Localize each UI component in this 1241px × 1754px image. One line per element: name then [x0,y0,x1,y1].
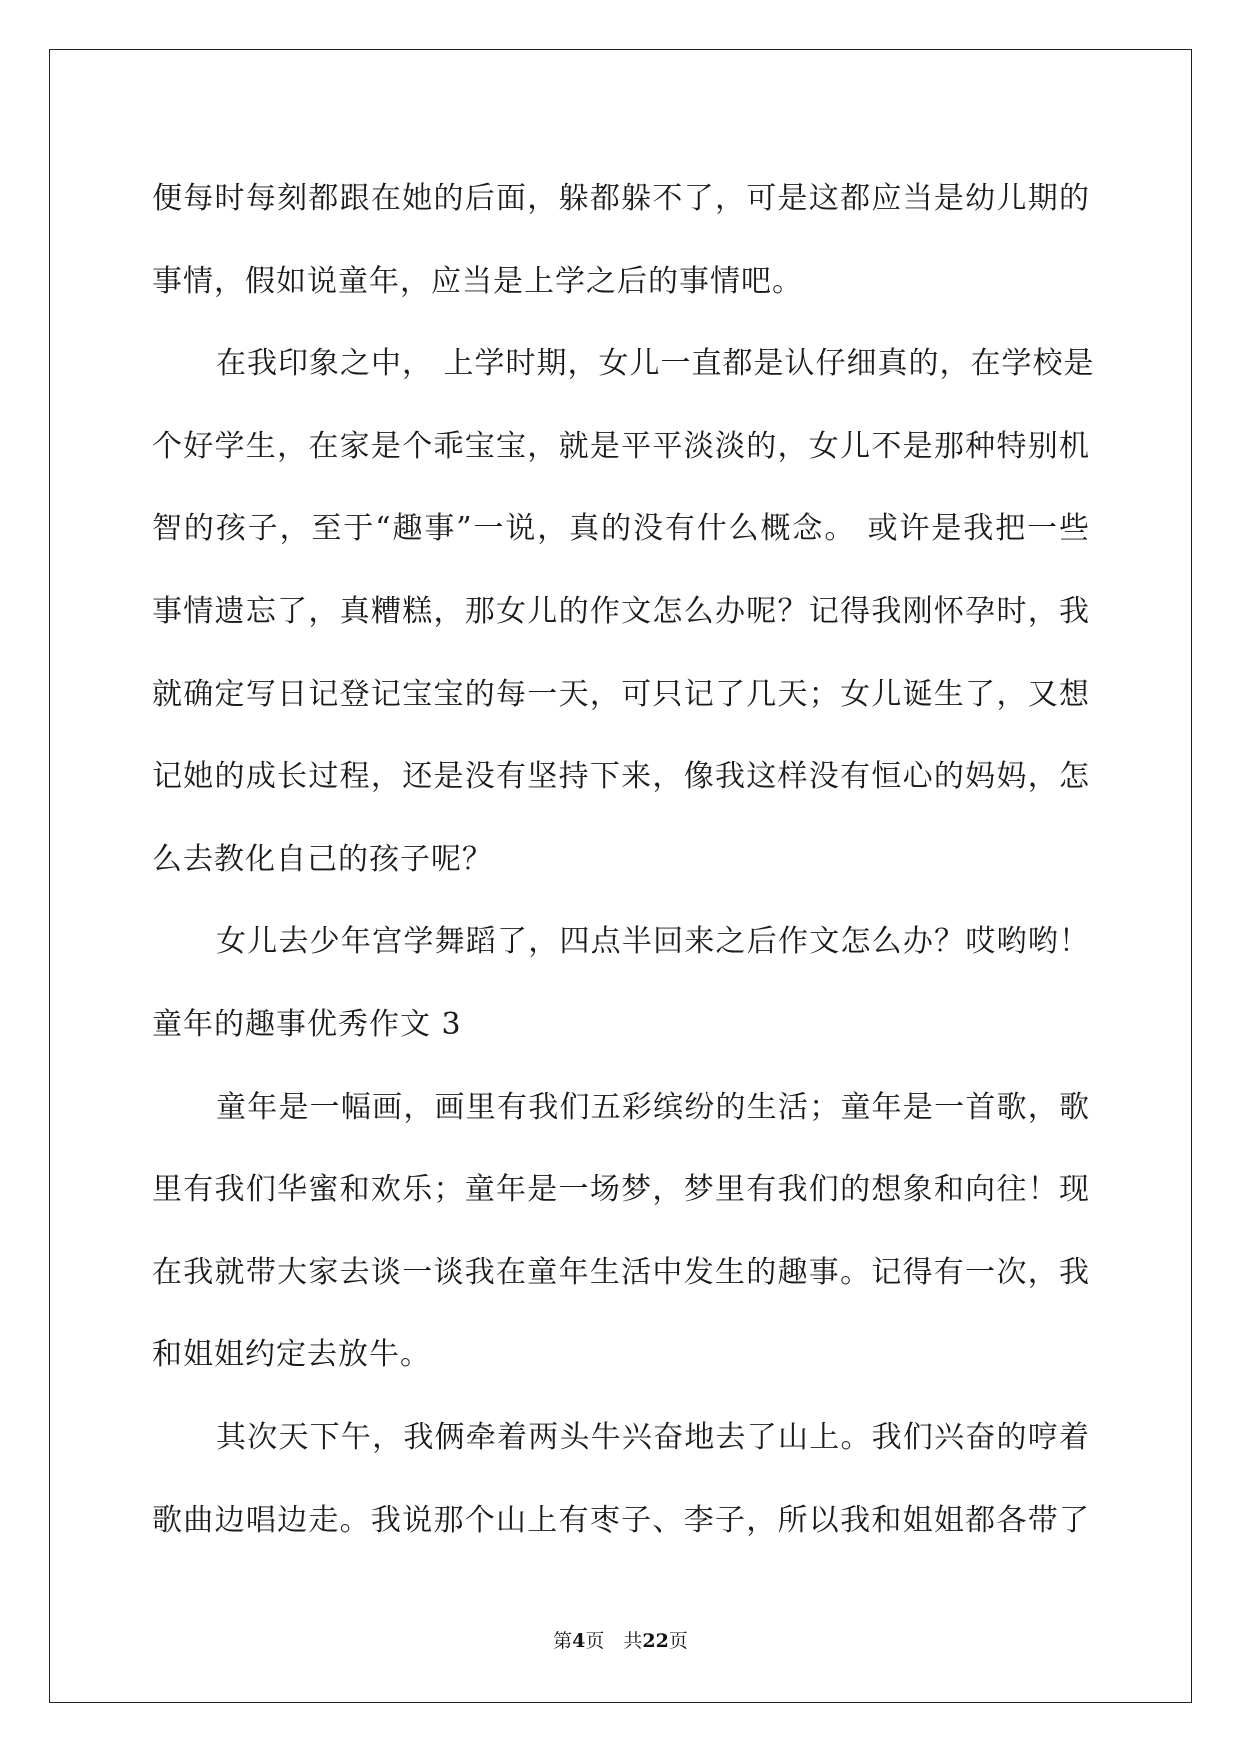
text-line: 女儿去少年宫学舞蹈了，四点半回来之后作文怎么办？哎哟哟！ [216,924,1090,960]
text-line: 记她的成长过程，还是没有坚持下来，像我这样没有恒心的妈妈，怎 [152,759,1090,795]
text-line: 童年是一幅画，画里有我们五彩缤纷的生活；童年是一首歌，歌 [216,1089,1090,1125]
footer-middle: 页 共 [585,1630,643,1652]
text-line: 里有我们华蜜和欢乐；童年是一场梦，梦里有我们的想象和向往！现 [152,1172,1090,1208]
text-line: 事情，假如说童年，应当是上学之后的事情吧。 [152,263,803,299]
text-line: 事情遗忘了，真糟糕，那女儿的作文怎么办呢？记得我刚怀孕时，我 [152,593,1090,629]
text-line: 智的孩子，至于“趣事”一说，真的没有什么概念。 或许是我把一些 [152,511,1090,547]
text-line: 其次天下午，我俩牵着两头牛兴奋地去了山上。我们兴奋的哼着 [216,1419,1090,1455]
text-line: 童年的趣事优秀作文 3 [152,1006,462,1042]
text-line: 就确定写日记登记宝宝的每一天，可只记了几天；女儿诞生了，又想 [152,676,1090,712]
text-line: 和姐姐约定去放牛。 [152,1337,431,1373]
text-line: 在我就带大家去谈一谈我在童年生活中发生的趣事。记得有一次，我 [152,1254,1090,1290]
page-footer [0,1626,1241,1653]
document-body [152,158,1095,1562]
text-line: 歌曲边唱边走。我说那个山上有枣子、李子，所以我和姐姐都各带了 [152,1502,1090,1538]
text-line: 便每时每刻都跟在她的后面，躲都躲不了，可是这都应当是幼儿期的 [152,181,1090,216]
footer-prefix: 第 [553,1630,573,1652]
footer-suffix: 页 [668,1630,688,1652]
text-line: 么去教化自己的孩子呢？ [152,841,493,877]
text-line: 在我印象之中， 上学时期，女儿一直都是认仔细真的，在学校是 [216,346,1095,382]
footer-total-pages: 22 [642,1630,669,1652]
footer-page-number: 4 [572,1630,586,1652]
text-line: 个好学生，在家是个乖宝宝，就是平平淡淡的，女儿不是那种特别机 [152,428,1090,464]
